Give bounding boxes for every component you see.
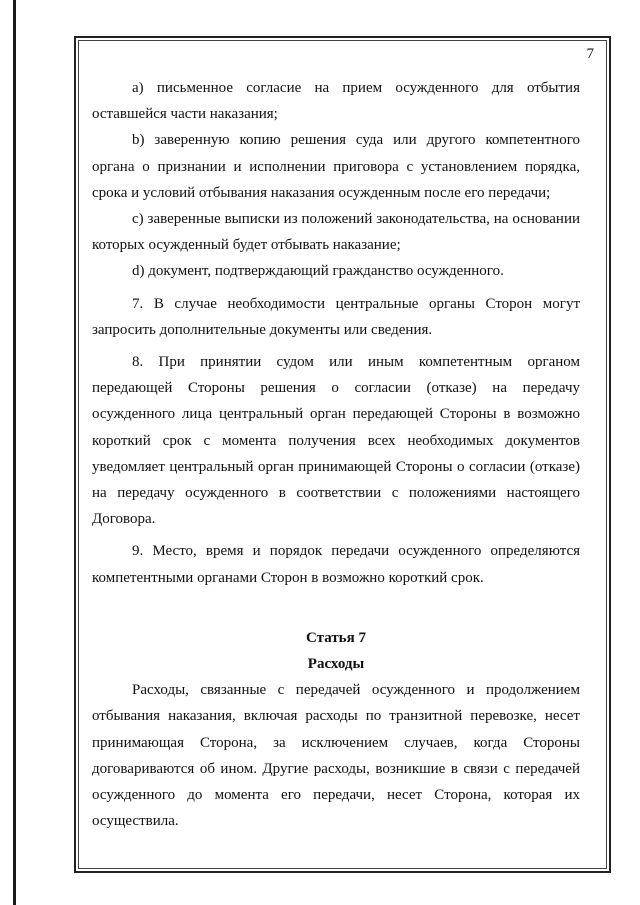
article-title: Расходы bbox=[307, 656, 365, 673]
paragraph-7: 7. В случае необходимости центральные органы Сторон могут запросить дополнительные документы или сведения. bbox=[92, 295, 580, 338]
list-item-c: c) заверенные выписки из положений законодательства, на основании которых осужденный будет отбывать наказание; bbox=[92, 211, 580, 254]
page-number: 7 bbox=[586, 46, 594, 62]
list-item-a: a) письменное согласие на прием осужденного для отбытия оставшейся части наказания; bbox=[92, 80, 580, 123]
scan-edge-line bbox=[13, 0, 16, 905]
list-item-b: b) заверенную копию решения суда или другого компетентного органа о признании и исполнении приговора с установлением порядка, срока и условий отбывания наказания осужденным после его передачи; bbox=[92, 132, 580, 201]
document-body bbox=[92, 75, 580, 834]
article-heading bbox=[92, 625, 580, 677]
list-item-d: d) документ, подтверждающий гражданство осужденного. bbox=[132, 263, 504, 280]
article-number: Статья 7 bbox=[306, 629, 366, 646]
article-text: Расходы, связанные с передачей осужденного и продолжением отбывания наказания, включая расходы по транзитной перевозке, несет принимающая Сторона, за исключением случаев, когда Стороны договариваются об ином. Другие расходы, возникшие в связи с передачей осужденного до момента его передачи, несет Сторона, которая их осуществила. bbox=[92, 682, 580, 830]
paragraph-9: 9. Место, время и порядок передачи осужденного определяются компетентными органами Сторон в возможно короткий срок. bbox=[92, 543, 580, 586]
paragraph-8: 8. При принятии судом или иным компетентным органом передающей Стороны решения о согласии (отказе) на передачу осужденного лица центральный орган передающей Стороны в возможно короткий срок с момента получения всех необходимых документов уведомляет центральный орган принимающей Стороны о согласии (отказе) на передачу осужденного в соответствии с положениями настоящего Договора. bbox=[92, 354, 580, 528]
